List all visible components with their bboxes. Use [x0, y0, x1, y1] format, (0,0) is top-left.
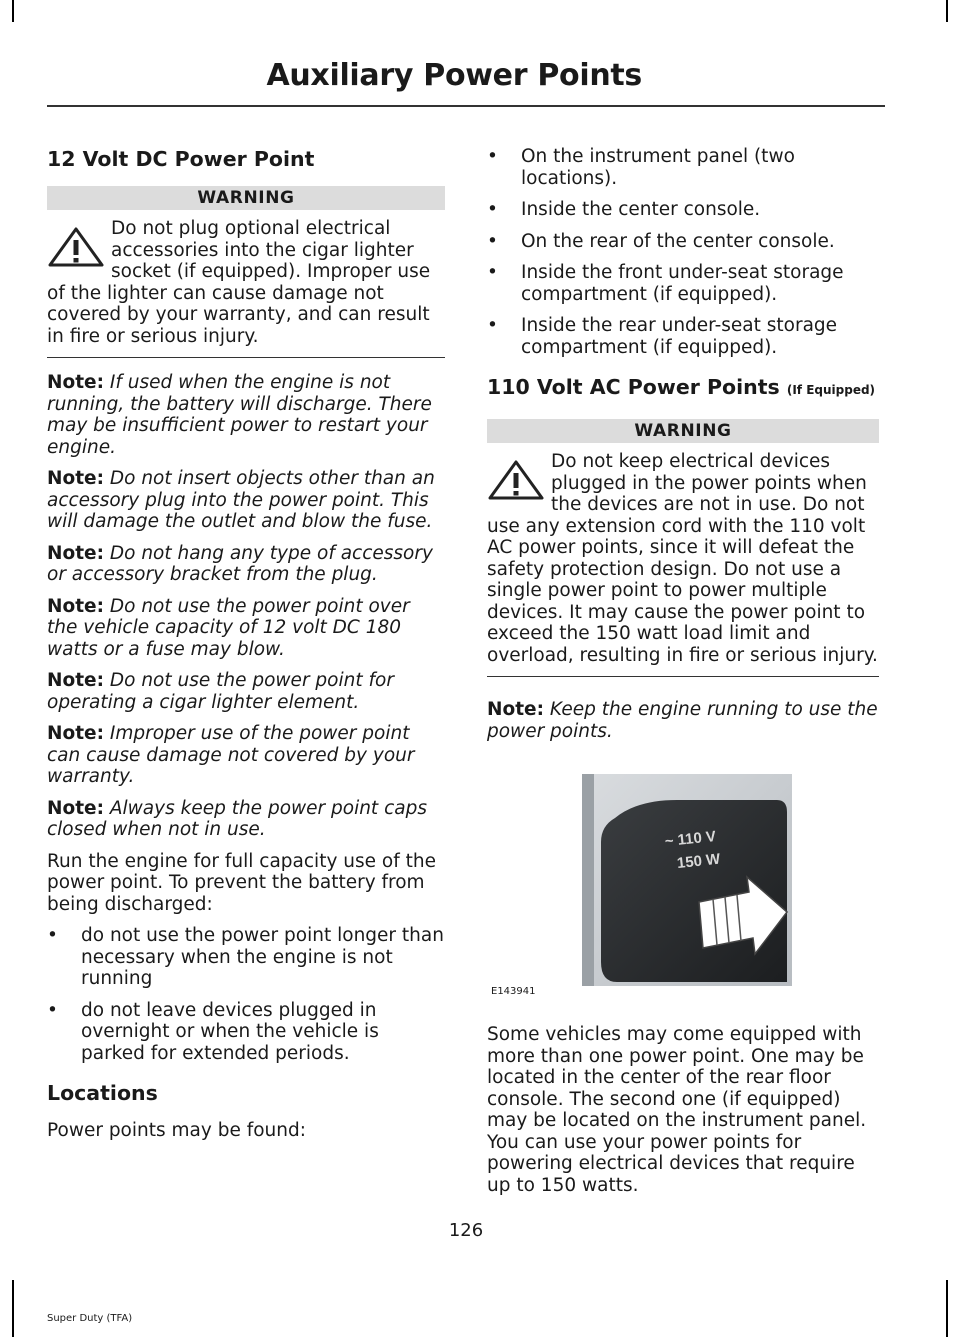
note [47, 543, 445, 586]
list-item [47, 925, 445, 990]
bullet-icon: • [47, 999, 58, 1021]
run-engine-paragraph: Run the engine for full capacity use of the power point. To prevent the battery from being discharged: [47, 850, 436, 915]
warning-box-110v [487, 419, 879, 677]
warning-body [47, 210, 445, 358]
right-column [487, 146, 879, 1196]
bullet-icon: • [47, 925, 58, 946]
closing-paragraph: Some vehicles may come equipped with more than one power point. One may be located in the center of the rear floor console. The second one (if equipped) may be located on the instrument panel. You can use your power points for powering electrical devices that require up to 150 watts. [487, 1024, 867, 1196]
note-label: Note: [47, 670, 104, 691]
note-text: Do not hang any type of accessory or accessory bracket from the plug. [47, 542, 433, 585]
figure-label-wattage: 150 W [676, 850, 722, 873]
bullet-icon: • [487, 146, 498, 167]
note-text: Do not use the power point over the vehicle capacity of 12 volt DC 180 watts or a fuse may blow. [47, 595, 410, 660]
note-label: Note: [47, 542, 104, 564]
list-item-text: Inside the center console. [521, 199, 761, 220]
figure-code: E143941 [491, 985, 536, 997]
notes-list [47, 372, 445, 841]
note [47, 670, 445, 713]
note-label: Note: [487, 699, 544, 720]
note-text: Always keep the power point caps closed when not in use. [47, 797, 427, 840]
header-rule [47, 105, 885, 107]
figure-label-voltage: ~ 110 V [663, 827, 717, 851]
list-item [487, 262, 879, 305]
note-text: Keep the engine running to use the power points. [487, 699, 878, 742]
warning-triangle-icon [487, 459, 545, 501]
note [47, 372, 445, 458]
note [487, 699, 879, 742]
crop-mark-bottom-left [12, 1280, 14, 1337]
note [47, 468, 445, 533]
list-item [487, 146, 879, 189]
warning-box-12v [47, 186, 445, 358]
power-point-figure [487, 762, 877, 1002]
note-label: Note: [47, 797, 104, 819]
note-label: Note: [47, 372, 104, 393]
section-title-12v: 12 Volt DC Power Point [47, 147, 315, 171]
list-item-text: Inside the front under-seat storage compartment (if equipped). [521, 262, 844, 305]
list-item [487, 199, 879, 221]
list-item-text: Inside the rear under-seat storage compartment (if equipped). [521, 315, 838, 358]
bullet-icon: • [487, 230, 498, 252]
warning-label: WARNING [487, 419, 879, 443]
section-qualifier: (If Equipped) [786, 383, 876, 397]
list-item [487, 315, 879, 358]
note-label: Note: [47, 723, 104, 744]
bullet-icon: • [487, 315, 498, 336]
page-number: 126 [448, 1220, 484, 1241]
note-text: Improper use of the power point can cause damage not covered by your warranty. [47, 723, 415, 787]
section-title-locations: Locations [47, 1081, 158, 1105]
locations-intro: Power points may be found: [47, 1120, 306, 1141]
note-text: Do not insert objects other than an accessory plug into the power point. This will damage the outlet and blow the fuse. [47, 468, 435, 532]
note-text: Do not use the power point for operating a cigar lighter element. [47, 670, 394, 713]
warning-text: Do not keep electrical devices plugged in the power points when the devices are not in use. Do not use any extension cord with the 110 volt AC power points, since it will defeat the safety protection design. Do not use a single power point to power multiple devices. It may cause the power point to exceed the 150 watt load limit and overload, resulting in fire or serious injury. [487, 451, 878, 666]
warning-label: WARNING [47, 186, 445, 210]
left-column [47, 146, 445, 1142]
note [47, 798, 445, 841]
list-item [487, 231, 879, 253]
page-title: Auxiliary Power Points [266, 58, 642, 93]
footer-model: Super Duty (TFA) [47, 1313, 133, 1324]
note-label: Note: [47, 468, 104, 489]
note [47, 596, 445, 661]
list-item-text: On the rear of the center console. [521, 230, 835, 252]
crop-mark-top-left [12, 0, 14, 22]
warning-body [487, 443, 879, 677]
bullet-icon: • [487, 199, 498, 220]
power-outlet-cover-image [487, 762, 877, 1002]
list-item-text: do not leave devices plugged in overnight or when the vehicle is parked for extended periods. [81, 999, 379, 1064]
note-text: If used when the engine is not running, the battery will discharge. There may be insufficient power to restart your engine. [47, 372, 432, 458]
list-item [47, 1000, 445, 1065]
list-item-text: On the instrument panel (two locations). [521, 146, 795, 189]
note-label: Note: [47, 595, 104, 617]
bullet-icon: • [487, 262, 498, 283]
crop-mark-bottom-right [946, 1280, 948, 1337]
warning-triangle-icon [47, 226, 105, 268]
list-item-text: do not use the power point longer than necessary when the engine is not running [81, 925, 444, 989]
note [47, 723, 445, 788]
crop-mark-top-right [946, 0, 948, 22]
warning-text: Do not plug optional electrical accessories into the cigar lighter socket (if equipped). Improper use of the lighter can cause damage not covered by your warranty, and can result in fire or serious injury. [47, 218, 431, 347]
section-title-110v [487, 374, 879, 403]
section-title-110v-text: 110 Volt AC Power Points [487, 375, 780, 399]
